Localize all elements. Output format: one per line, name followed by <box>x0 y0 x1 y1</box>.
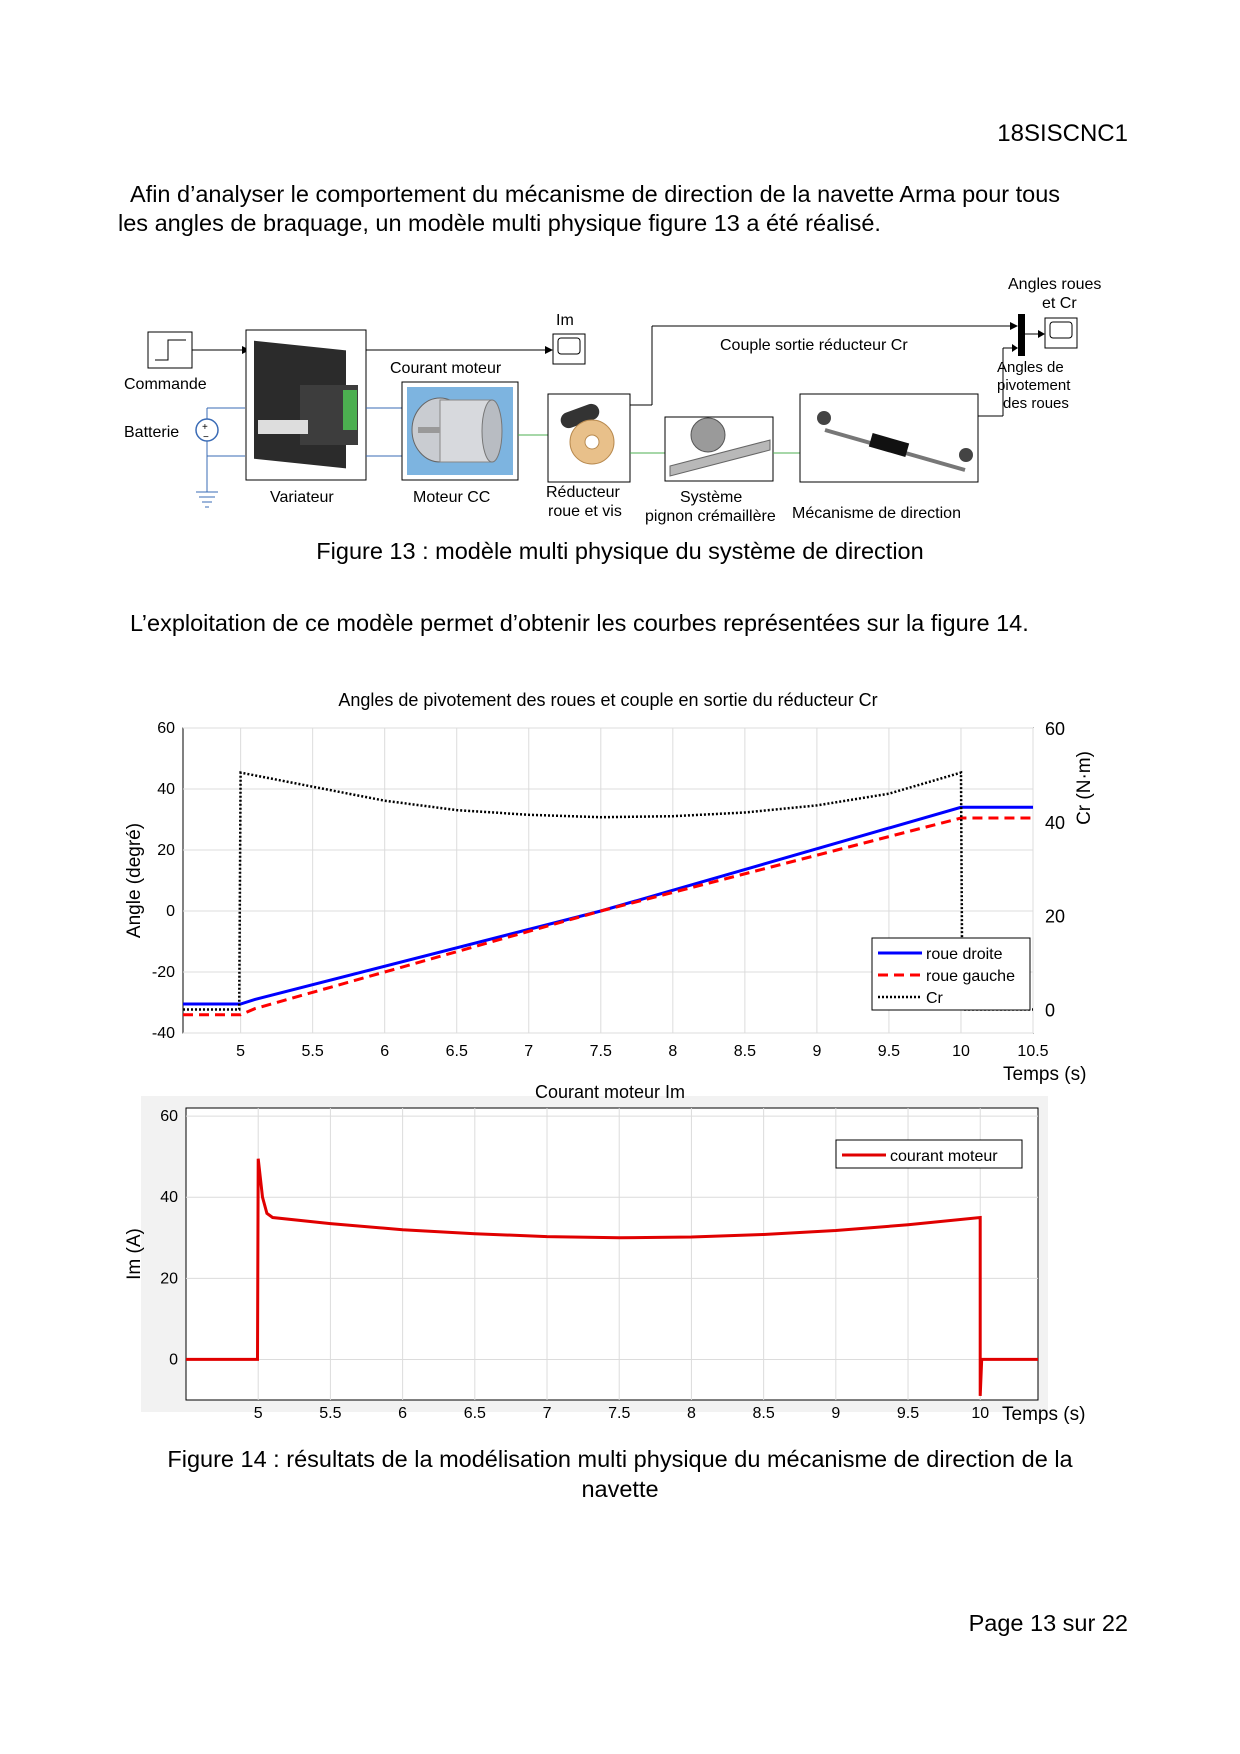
x-axis-label: Temps (s) <box>1002 1404 1086 1425</box>
label-variateur: Variateur <box>270 489 334 506</box>
label-angles-scope-1: Angles roues <box>1008 276 1102 293</box>
x-tick-label: 6.5 <box>463 1405 486 1422</box>
chart-title: Angles de pivotement des roues et couple en sortie du réducteur Cr <box>338 690 878 710</box>
x-tick-label: 5.5 <box>301 1043 324 1060</box>
label-angles-piv-2: pivotement <box>997 377 1071 394</box>
y-tick-label: -20 <box>151 964 175 981</box>
chart-title: Courant moteur Im <box>534 1082 686 1102</box>
x-axis-label: Temps (s) <box>1003 1064 1087 1085</box>
legend-label: courant moteur <box>890 1148 998 1165</box>
x-tick-label: 6.5 <box>445 1043 468 1060</box>
x-tick-label: 9 <box>812 1043 822 1060</box>
step-block <box>148 332 192 368</box>
x-tick-label: 7 <box>524 1043 534 1060</box>
label-systeme-1: Système <box>680 489 743 506</box>
y-tick-label: 0 <box>166 903 175 920</box>
x-tick-label: 9 <box>831 1405 841 1422</box>
x-tick-label: 10.5 <box>1017 1043 1049 1060</box>
x-tick-label: 5 <box>236 1043 246 1060</box>
x-tick-label: 8.5 <box>733 1043 756 1060</box>
x-tick-label: 9.5 <box>877 1043 901 1060</box>
figure-14-charts <box>0 680 1240 1425</box>
y-tick-label: 20 <box>157 842 175 859</box>
y-axis-label: Angle (degré) <box>124 822 145 939</box>
x-tick-label: 10 <box>971 1405 990 1422</box>
label-angles-piv-3: des roues <box>1003 395 1069 412</box>
y-tick-label: 20 <box>160 1270 178 1288</box>
mid-paragraph: L’exploitation de ce modèle permet d’obtenir les courbes représentées sur la figure 14. <box>130 610 1029 636</box>
x-tick-label: 8.5 <box>752 1405 775 1422</box>
x-tick-label: 9.5 <box>896 1405 920 1422</box>
x-tick-label: 6 <box>380 1043 390 1060</box>
label-commande: Commande <box>124 376 207 393</box>
figure-13-diagram <box>0 270 1240 540</box>
figure-14-caption-line-1: Figure 14 : résultats de la modélisation multi physique du mécanisme de direction de la <box>167 1446 1073 1472</box>
legend-label: Cr <box>926 990 943 1007</box>
y-tick-label: 40 <box>157 781 175 798</box>
label-reducteur-1: Réducteur <box>546 484 620 501</box>
label-moteur-cc: Moteur CC <box>413 489 491 506</box>
x-tick-label: 7.5 <box>589 1043 612 1060</box>
svg-text:−: − <box>203 432 209 443</box>
label-mecanisme: Mécanisme de direction <box>792 505 961 522</box>
y-tick-label: -40 <box>151 1025 175 1042</box>
legend-label: roue droite <box>926 946 1003 963</box>
figure-14-caption <box>0 1446 1240 1503</box>
y-tick-label: 0 <box>169 1351 178 1369</box>
label-angles-scope-2: et Cr <box>1042 295 1077 312</box>
x-tick-label: 7 <box>542 1405 552 1422</box>
intro-line-2: les angles de braquage, un modèle multi physique figure 13 a été réalisé. <box>118 210 881 236</box>
label-im: Im <box>556 312 574 329</box>
intro-paragraph <box>118 180 1128 238</box>
y-tick-label: 40 <box>160 1189 178 1207</box>
label-reducteur-2: roue et vis <box>548 503 622 520</box>
label-angles-piv-1: Angles de <box>997 359 1064 376</box>
legend-label: roue gauche <box>926 968 1015 985</box>
x-tick-label: 5.5 <box>319 1405 342 1422</box>
label-batterie: Batterie <box>124 424 180 441</box>
figure-14-caption-line-2: navette <box>581 1476 659 1502</box>
y2-tick-label: 20 <box>1045 906 1066 927</box>
page-number: Page 13 sur 22 <box>968 1610 1128 1636</box>
intro-line-1: Afin d’analyser le comportement du mécanisme de direction de la navette Arma pour tous <box>130 181 1061 207</box>
label-courant-moteur: Courant moteur <box>390 360 502 377</box>
mux-bar <box>1018 314 1025 356</box>
svg-text:+: + <box>202 422 208 433</box>
figure-13-caption: Figure 13 : modèle multi physique du système de direction <box>316 538 924 564</box>
x-tick-label: 6 <box>398 1405 408 1422</box>
y2-tick-label: 40 <box>1045 812 1066 833</box>
current-chart <box>124 1082 1085 1425</box>
label-couple: Couple sortie réducteur Cr <box>720 337 908 354</box>
y2-axis-label: Cr (N·m) <box>1074 751 1095 825</box>
y-tick-label: 60 <box>160 1108 178 1126</box>
x-tick-label: 8 <box>668 1043 678 1060</box>
document-code: 18SISCNC1 <box>997 120 1128 147</box>
y2-tick-label: 60 <box>1045 719 1066 739</box>
x-tick-label: 10 <box>952 1043 970 1060</box>
y-tick-label: 60 <box>157 720 175 737</box>
angles-chart <box>124 690 1095 1085</box>
y2-tick-label: 0 <box>1045 1000 1056 1021</box>
label-systeme-2: pignon crémaillère <box>645 508 776 525</box>
x-tick-label: 8 <box>686 1405 696 1422</box>
x-tick-label: 5 <box>253 1405 263 1422</box>
y-axis-label: Im (A) <box>124 1228 145 1280</box>
x-tick-label: 7.5 <box>608 1405 631 1422</box>
